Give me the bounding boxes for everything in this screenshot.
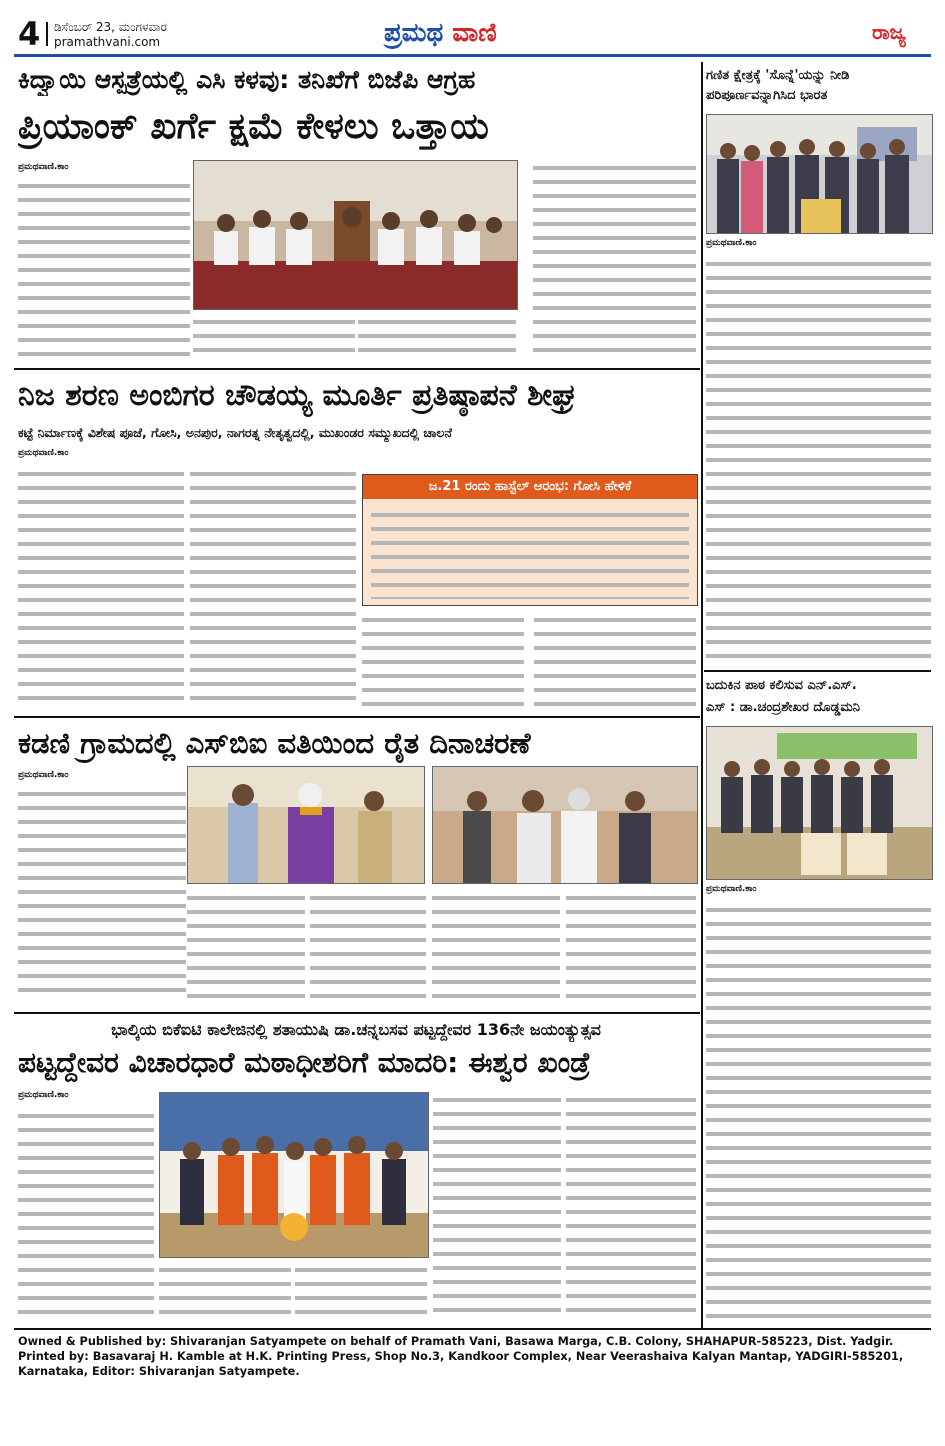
footer-imprint: Owned & Published by: Shivaranjan Satyampete on behalf of Pramath Vani, Basawa Marga, C.B. Colony, SHAHAPUR-585223, Dist. Yadgir. Printed by: Basavaraj H. Kamble at H.K. Printing Press, Shop No.3, Kandkoor Complex, Near Veerashaiva Kalyan Mantap, YADGIRI-585201, Karnataka, Editor: Shivaranjan Satyampete.	[18, 1335, 904, 1378]
article2-headline: ನಿಜ ಶರಣ ಅಂಬಿಗರ ಚೌಡಯ್ಯ ಮೂರ್ತಿ ಪ್ರತಿಷ್ಠಾಪನೆ ಶೀಘ್ರ	[18, 378, 577, 413]
article3-text-col5	[566, 890, 696, 1002]
article4-byline: ಪ್ರಮಥವಾಣಿ.ಕಾಂ	[18, 1090, 69, 1100]
side2-headline-line2: ಎಸ್ : ಡಾ.ಚಂದ್ರಶೇಖರ ದೊಡ್ಡಮನಿ	[706, 700, 860, 715]
article1-byline: ಪ್ರಮಥವಾಣಿ.ಕಾಂ	[18, 162, 69, 172]
article3-text-col4	[432, 890, 560, 1002]
article4-text-col3	[295, 1262, 427, 1320]
website-link[interactable]: pramathvani.com	[54, 35, 161, 49]
article1-kicker: ಕಿದ್ವಾಯಿ ಆಸ್ಪತ್ರೆಯಲ್ಲಿ ಎಸಿ ಕಳವು: ತನಿಖೆಗೆ ಬಿಜೆಪಿ ಆಗ್ರಹ	[18, 65, 476, 94]
article4-text-col2	[159, 1262, 291, 1320]
title-part1: ಪ್ರಮಥ	[384, 18, 444, 48]
article2-byline: ಪ್ರಮಥವಾಣಿ.ಕಾಂ	[18, 448, 69, 458]
article3-text-col3	[310, 890, 426, 1002]
side1-byline: ಪ್ರಮಥವಾಣಿ.ಕಾಂ	[706, 238, 757, 248]
article4-text-col4	[433, 1092, 561, 1320]
article2-text-col3	[362, 612, 524, 706]
article1-headline: ಪ್ರಿಯಾಂಕ್ ಖರ್ಗೆ ಕ್ಷಮೆ ಕೇಳಲು ಒತ್ತಾಯ	[18, 106, 489, 147]
article1-photo-press-meet	[193, 160, 518, 310]
side2-text	[706, 902, 931, 1320]
article4-text-col5	[566, 1092, 696, 1320]
article1-text-col4	[533, 160, 696, 362]
article2-text-col2	[190, 466, 356, 706]
article3-text-col2	[187, 890, 305, 1002]
article4-kicker: ಭಾಲ್ಕಿಯ ಬಿಕೆಐಟಿ ಕಾಲೇಜಿನಲ್ಲಿ ಶತಾಯುಷಿ ಡಾ.ಚನ್ನಬಸವ ಪಟ್ಟದ್ದೇವರ 136ನೇ ಜಯಂತ್ಯುತ್ಸವ	[111, 1020, 601, 1039]
article2-box-text	[371, 507, 689, 599]
article1-text-col3	[358, 314, 516, 362]
side1-photo-students	[706, 114, 933, 234]
article3-photo-felicitation-1	[187, 766, 425, 884]
article4-headline: ಪಟ್ಟದ್ದೇವರ ವಿಚಾರಧಾರೆ ಮಠಾಧೀಶರಿಗೆ ಮಾದರಿ: ಈಶ್ವರ ಖಂಡ್ರೆ	[18, 1046, 591, 1079]
side1-headline-line2: ಪರಿಪೂರ್ಣವನ್ನಾಗಿಸಿದ ಭಾರತ	[706, 88, 828, 103]
article1-text-col1	[18, 178, 190, 362]
issue-date: ಡಿಸೆಂಬರ್ 23, ಮಂಗಳವಾರ	[54, 20, 167, 34]
side2-headline-line1: ಬದುಕಿನ ಪಾಠ ಕಲಿಸುವ ಎನ್.ಎಸ್.	[706, 678, 857, 693]
article2-subhead: ಕಟ್ಟೆ ನಿರ್ಮಾಣಕ್ಕೆ ವಿಶೇಷ ಪೂಜೆ, ಗೋಸಿ, ಅನಪುರ, ನಾಗರತ್ನ ನೇತೃತ್ವದಲ್ಲಿ, ಮುಖಂಡರ ಸಮ್ಮುಖದಲ್ಲಿ ಚಾಲನೆ	[18, 425, 452, 440]
article3-headline: ಕಡಣಿ ಗ್ರಾಮದಲ್ಲಿ ಎಸ್‌ಬಿಐ ವತಿಯಿಂದ ರೈತ ದಿನಾಚರಣೆ	[18, 726, 531, 760]
masthead	[0, 0, 945, 56]
newspaper-title	[384, 19, 497, 47]
side2-byline: ಪ್ರಮಥವಾಣಿ.ಕಾಂ	[706, 884, 757, 894]
article1-text-col2	[193, 314, 355, 362]
article2-box-title: ಜ.21 ರಂದು ಹಾಸ್ಟೆಲ್ ಆರಂಭ: ಗೋಸಿ ಹೇಳಿಕೆ	[363, 475, 697, 499]
side1-text	[706, 256, 931, 662]
side2-photo-nss-camp	[706, 726, 933, 880]
article3-text-col1	[18, 786, 186, 1002]
article4-text-col1	[18, 1108, 154, 1320]
article2-text-col1	[18, 466, 184, 706]
article2-highlight-box	[362, 474, 698, 606]
title-part2: ವಾಣಿ	[452, 18, 497, 48]
article3-byline: ಪ್ರಮಥವಾಣಿ.ಕಾಂ	[18, 770, 69, 780]
side1-headline-line1: ಗಣಿತ ಕ್ಷೇತ್ರಕ್ಕೆ 'ಸೊನ್ನೆ'ಯನ್ನು ನೀಡಿ	[706, 68, 850, 83]
article2-text-col4	[534, 612, 696, 706]
article4-photo-ceremony	[159, 1092, 429, 1258]
article3-photo-felicitation-2	[432, 766, 698, 884]
page-number: 4	[18, 15, 41, 53]
section-name: ರಾಜ್ಯ	[872, 20, 906, 44]
